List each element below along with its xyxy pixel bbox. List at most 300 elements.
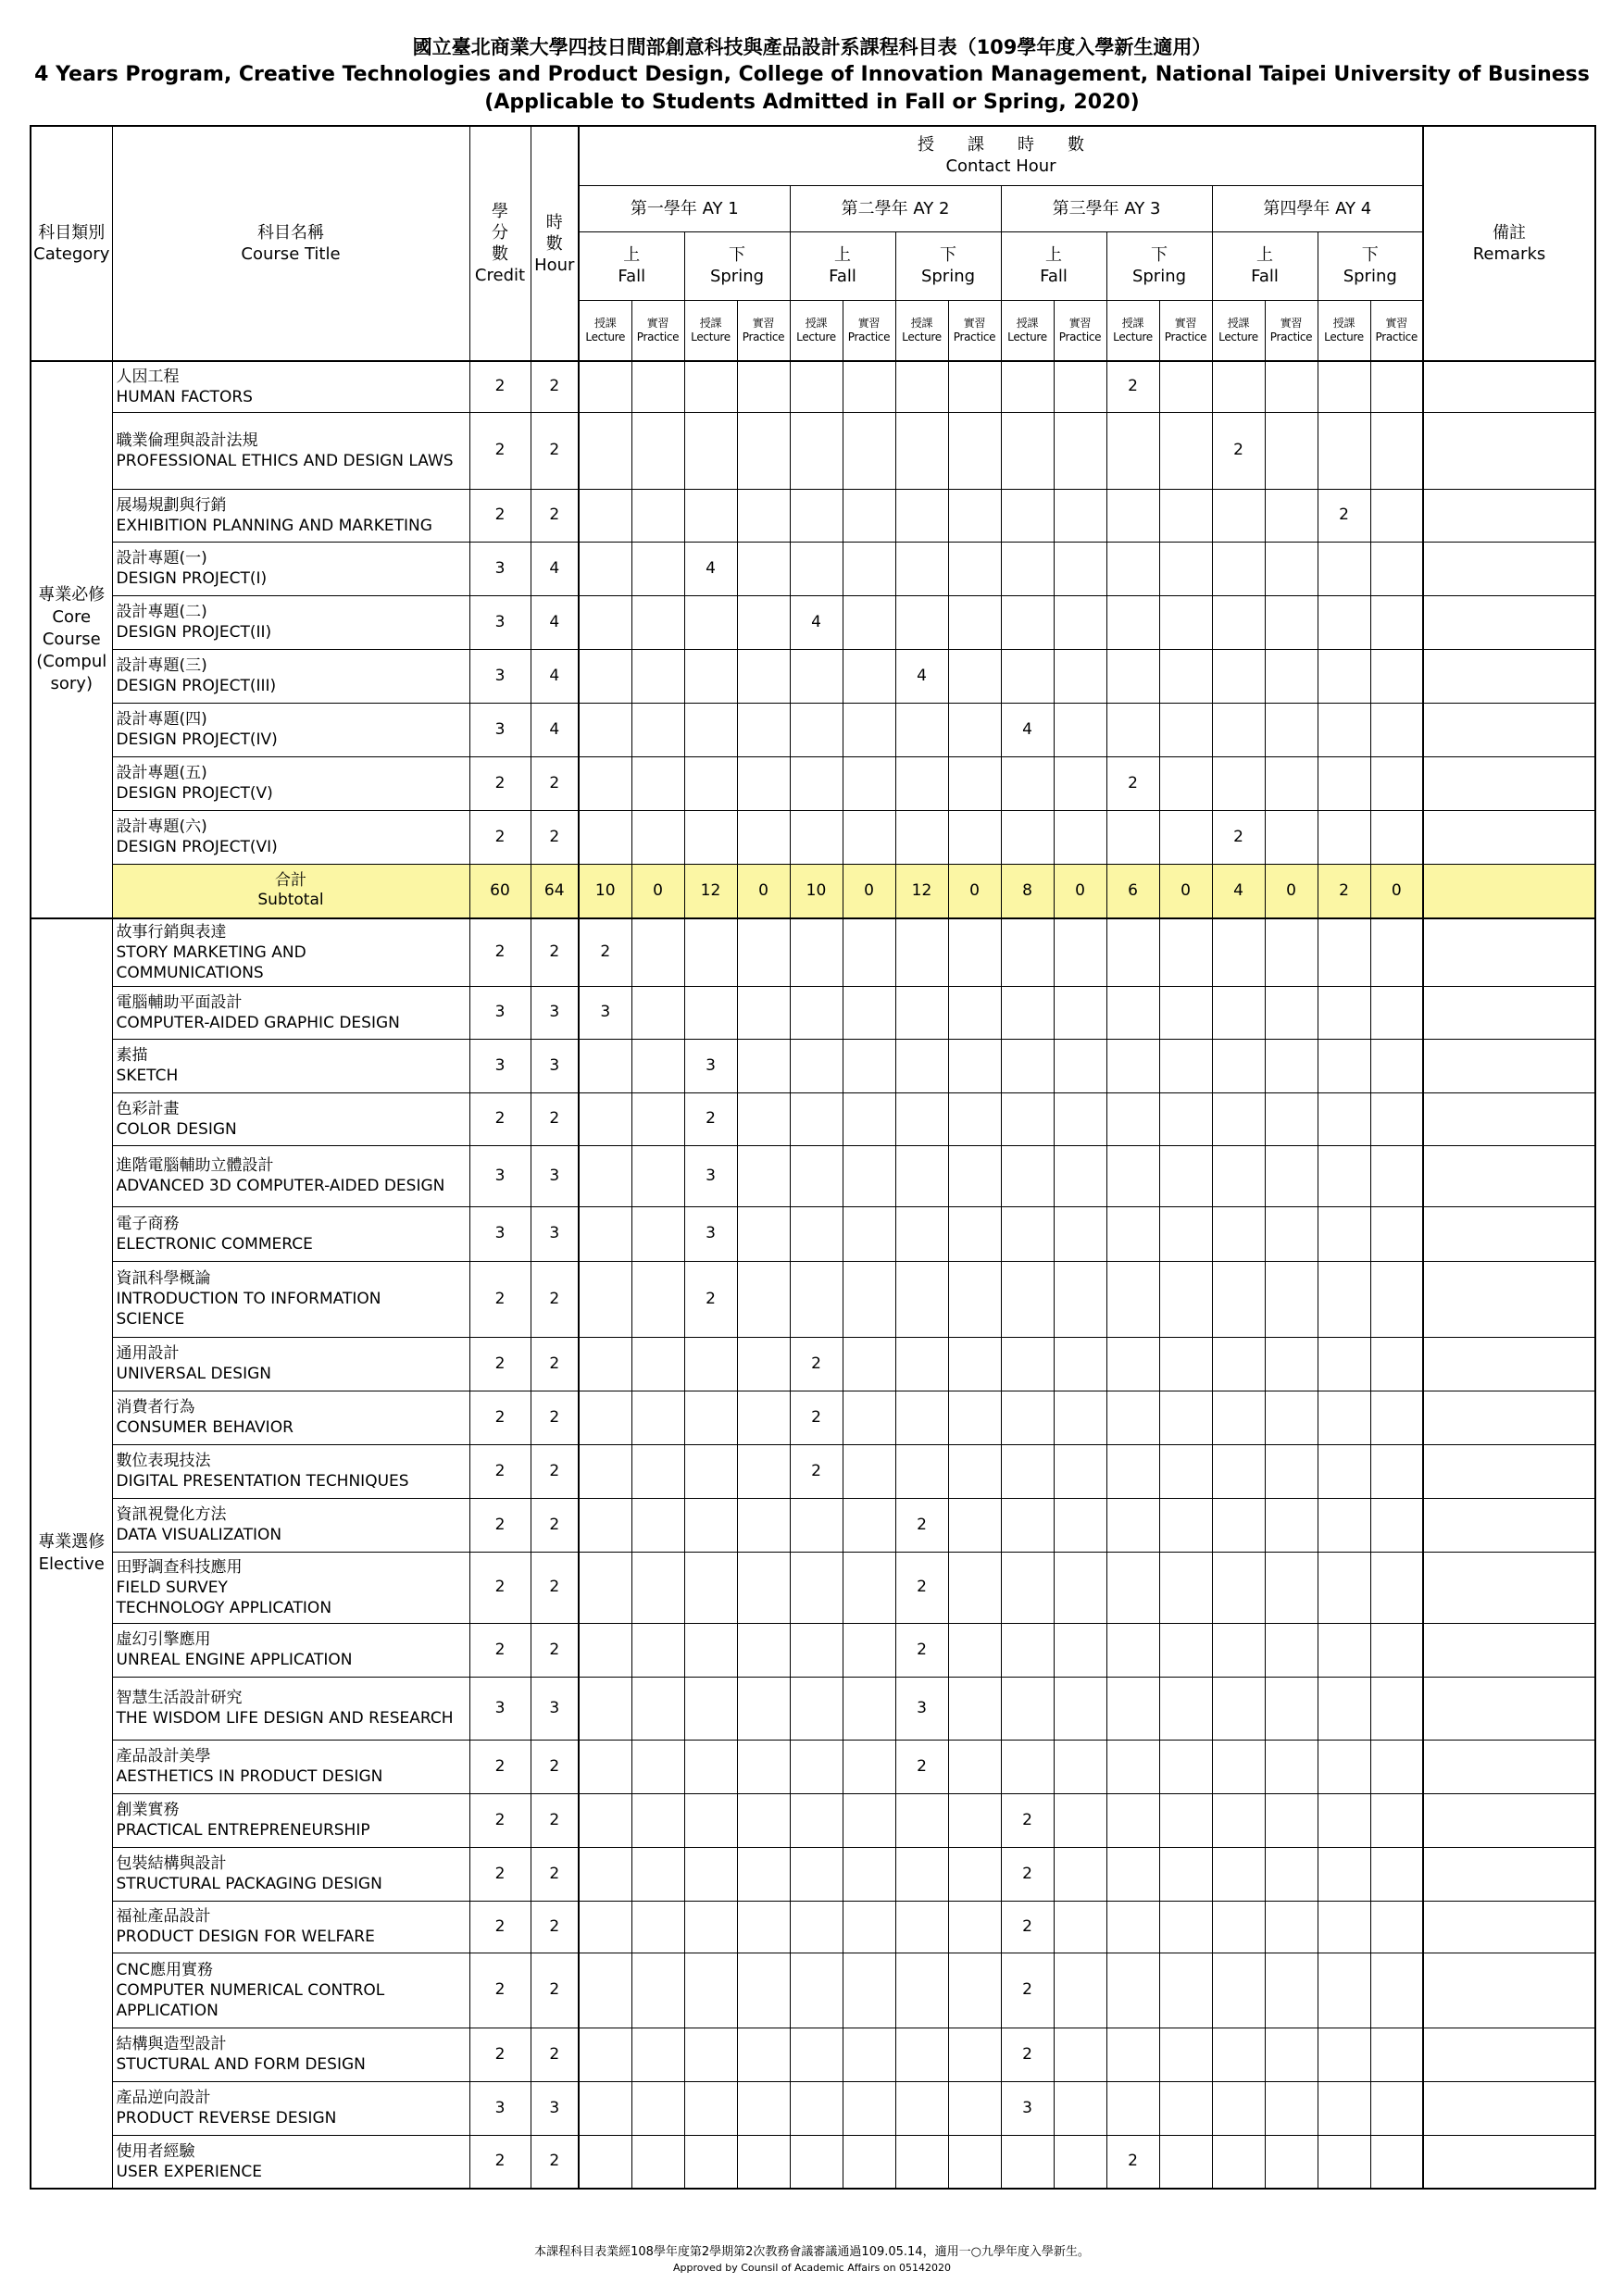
category-label: 專業必修 <box>38 585 106 605</box>
contact-hour-cell: 2 <box>1212 810 1265 864</box>
contact-hour-cell <box>1212 1740 1265 1793</box>
contact-hour-cell <box>948 1337 1001 1391</box>
contact-hour-cell <box>579 1740 631 1793</box>
contact-hour-cell <box>1265 756 1318 810</box>
course-name-en: DESIGN PROJECT(V) <box>116 784 273 803</box>
subtotal-label: 合計 Subtotal <box>112 864 469 918</box>
contact-hour-cell <box>1370 595 1423 649</box>
contact-hour-cell <box>1001 810 1054 864</box>
contact-hour-cell <box>895 542 948 595</box>
subtotal-value: 4 <box>1212 864 1265 918</box>
contact-hour-cell <box>1054 361 1106 412</box>
header-lecture: 授課 Lecture <box>579 300 631 361</box>
contact-hour-cell <box>948 1145 1001 1206</box>
remarks-cell <box>1423 649 1595 703</box>
hour-cell: 2 <box>531 1953 579 2028</box>
header-practice: 實習 Practice <box>1265 300 1318 361</box>
credit-cell: 2 <box>469 1623 531 1677</box>
header-contact-hour: 授 課 時 數 Contact Hour <box>579 126 1423 185</box>
contact-hour-cell <box>948 918 1001 986</box>
course-name-zh: 虛幻引擎應用 <box>116 1630 211 1649</box>
contact-hour-cell <box>1159 1391 1212 1444</box>
contact-hour-cell <box>737 489 790 542</box>
contact-hour-cell <box>895 2081 948 2135</box>
page-footer <box>0 2244 1624 2275</box>
contact-hour-cell <box>895 1337 948 1391</box>
course-title-cell <box>112 1092 469 1145</box>
table-row <box>31 489 1595 542</box>
credit-cell: 2 <box>469 1901 531 1953</box>
hour-cell: 3 <box>531 1677 579 1740</box>
contact-hour-cell <box>737 1498 790 1552</box>
contact-hour-cell: 2 <box>1318 489 1370 542</box>
credit-cell: 3 <box>469 595 531 649</box>
table-row <box>31 1145 1595 1206</box>
contact-hour-cell <box>1318 2028 1370 2081</box>
course-title-cell <box>112 1261 469 1337</box>
hour-cell: 4 <box>531 703 579 756</box>
contact-hour-cell <box>1106 918 1159 986</box>
contact-hour-cell <box>684 649 737 703</box>
contact-hour-cell <box>737 1092 790 1145</box>
contact-hour-cell <box>1054 1623 1106 1677</box>
contact-hour-cell <box>948 1793 1001 1847</box>
contact-hour-cell <box>1318 986 1370 1039</box>
contact-hour-cell <box>579 1901 631 1953</box>
course-title-cell <box>112 986 469 1039</box>
hour-cell: 2 <box>531 756 579 810</box>
contact-hour-cell <box>1054 1677 1106 1740</box>
contact-hour-cell <box>1159 1901 1212 1953</box>
contact-hour-cell <box>1318 1740 1370 1793</box>
remarks-cell <box>1423 1498 1595 1552</box>
course-name-en: COLOR DESIGN <box>116 1119 237 1139</box>
course-name-en: HUMAN FACTORS <box>116 387 253 406</box>
contact-hour-cell <box>579 595 631 649</box>
contact-hour-cell <box>1001 649 1054 703</box>
hour-cell: 2 <box>531 1623 579 1677</box>
course-name-en: STUCTURAL AND FORM DESIGN <box>116 2055 366 2074</box>
contact-hour-cell <box>1212 1623 1265 1677</box>
contact-hour-cell <box>843 2081 895 2135</box>
contact-hour-cell <box>1054 756 1106 810</box>
contact-hour-cell <box>631 1953 684 2028</box>
contact-hour-cell <box>843 1498 895 1552</box>
table-row <box>31 361 1595 412</box>
contact-hour-cell <box>737 1953 790 2028</box>
hour-cell: 3 <box>531 1206 579 1261</box>
credit-cell: 3 <box>469 649 531 703</box>
contact-hour-cell <box>631 361 684 412</box>
contact-hour-cell: 4 <box>684 542 737 595</box>
contact-hour-cell <box>843 756 895 810</box>
subtotal-value: 10 <box>579 864 631 918</box>
contact-hour-cell <box>790 756 843 810</box>
contact-hour-cell <box>1106 1953 1159 2028</box>
contact-hour-cell: 4 <box>1001 703 1054 756</box>
category-label: Course <box>42 630 101 649</box>
table-row <box>31 1092 1595 1145</box>
contact-hour-cell <box>843 1901 895 1953</box>
contact-hour-cell: 2 <box>684 1261 737 1337</box>
contact-hour-cell <box>790 918 843 986</box>
contact-hour-cell <box>631 1261 684 1337</box>
remarks-cell <box>1423 1677 1595 1740</box>
contact-hour-cell <box>948 489 1001 542</box>
contact-hour-cell <box>1370 1145 1423 1206</box>
course-title-cell <box>112 2135 469 2189</box>
contact-hour-cell <box>579 810 631 864</box>
contact-hour-cell <box>579 1145 631 1206</box>
contact-hour-cell <box>1212 649 1265 703</box>
contact-hour-cell: 3 <box>684 1039 737 1092</box>
contact-hour-cell <box>579 756 631 810</box>
contact-hour-cell <box>1318 1145 1370 1206</box>
contact-hour-cell <box>1106 1623 1159 1677</box>
footer-note: 本課程科目表業經108學年度第2學期第2次教務會議審議通過109.05.14，適用一○九學年度入學新生。 <box>534 2245 1090 2259</box>
course-title-cell <box>112 1793 469 1847</box>
contact-hour-cell <box>684 1901 737 1953</box>
contact-hour-cell <box>684 1740 737 1793</box>
course-title-cell <box>112 412 469 489</box>
contact-hour-cell <box>948 2135 1001 2189</box>
contact-hour-cell <box>1212 918 1265 986</box>
contact-hour-cell <box>1318 1039 1370 1092</box>
contact-hour-cell <box>1265 810 1318 864</box>
contact-hour-cell <box>895 1847 948 1901</box>
contact-hour-cell <box>737 2028 790 2081</box>
contact-hour-cell <box>1106 542 1159 595</box>
course-name-zh: 設計專題(五) <box>116 764 207 782</box>
remarks-cell <box>1423 1740 1595 1793</box>
contact-hour-cell <box>631 1039 684 1092</box>
course-name-zh: 結構與造型設計 <box>116 2035 227 2053</box>
contact-hour-cell <box>631 1145 684 1206</box>
contact-hour-cell <box>1370 542 1423 595</box>
hour-cell: 2 <box>531 1337 579 1391</box>
contact-hour-cell <box>1212 542 1265 595</box>
course-title-cell <box>112 1498 469 1552</box>
contact-hour-cell: 2 <box>895 1740 948 1793</box>
contact-hour-cell <box>1370 1847 1423 1901</box>
table-row <box>31 2028 1595 2081</box>
header-spring-ay1: 下 Spring <box>684 231 790 300</box>
contact-hour-cell <box>1370 2028 1423 2081</box>
contact-hour-cell <box>1159 1261 1212 1337</box>
contact-hour-cell <box>1318 918 1370 986</box>
course-name-zh: 職業倫理與設計法規 <box>116 430 258 450</box>
contact-hour-cell <box>1370 1092 1423 1145</box>
contact-hour-cell <box>790 1901 843 1953</box>
contact-hour-cell <box>737 412 790 489</box>
contact-hour-cell <box>631 810 684 864</box>
contact-hour-cell <box>1370 1677 1423 1740</box>
header-practice: 實習 Practice <box>843 300 895 361</box>
course-name-zh: 設計專題(二) <box>116 603 207 621</box>
contact-hour-cell <box>1106 1552 1159 1623</box>
contact-hour-cell <box>948 542 1001 595</box>
contact-hour-cell <box>1318 703 1370 756</box>
course-name-zh: 展場規劃與行銷 <box>116 495 227 515</box>
contact-hour-cell <box>895 986 948 1039</box>
contact-hour-cell <box>737 1623 790 1677</box>
contact-hour-cell <box>790 1793 843 1847</box>
contact-hour-cell <box>1159 1953 1212 2028</box>
contact-hour-cell <box>1370 1039 1423 1092</box>
contact-hour-cell <box>948 361 1001 412</box>
contact-hour-cell <box>895 2028 948 2081</box>
contact-hour-cell <box>737 361 790 412</box>
contact-hour-cell <box>1370 649 1423 703</box>
contact-hour-cell: 2 <box>1001 1901 1054 1953</box>
table-row <box>31 542 1595 595</box>
course-title-cell <box>112 595 469 649</box>
contact-hour-cell <box>631 412 684 489</box>
contact-hour-cell: 4 <box>790 595 843 649</box>
header-practice: 實習 Practice <box>631 300 684 361</box>
contact-hour-cell <box>1159 1740 1212 1793</box>
hour-cell: 2 <box>531 1444 579 1498</box>
hour-cell: 2 <box>531 1793 579 1847</box>
contact-hour-cell <box>895 595 948 649</box>
contact-hour-cell <box>948 1444 1001 1498</box>
credit-cell: 2 <box>469 1793 531 1847</box>
remarks-cell <box>1423 361 1595 412</box>
contact-hour-cell <box>684 1793 737 1847</box>
contact-hour-cell <box>579 1092 631 1145</box>
header-course-title: 科目名稱 Course Title <box>112 126 469 361</box>
contact-hour-cell <box>790 1039 843 1092</box>
category-label: Elective <box>38 1554 105 1574</box>
contact-hour-cell <box>1370 1206 1423 1261</box>
contact-hour-cell <box>1370 1793 1423 1847</box>
contact-hour-cell <box>1265 2028 1318 2081</box>
contact-hour-cell <box>1212 1092 1265 1145</box>
remarks-cell <box>1423 1552 1595 1623</box>
table-row <box>31 1206 1595 1261</box>
contact-hour-cell <box>790 1552 843 1623</box>
contact-hour-cell <box>631 2028 684 2081</box>
header-remarks: 備註 Remarks <box>1423 126 1595 361</box>
contact-hour-cell <box>1212 595 1265 649</box>
contact-hour-cell <box>1054 1261 1106 1337</box>
contact-hour-cell: 2 <box>1106 2135 1159 2189</box>
remarks-cell <box>1423 1337 1595 1391</box>
contact-hour-cell <box>1318 1901 1370 1953</box>
contact-hour-cell <box>684 1444 737 1498</box>
remarks-cell <box>1423 1901 1595 1953</box>
contact-hour-cell <box>1106 986 1159 1039</box>
contact-hour-cell <box>948 1391 1001 1444</box>
contact-hour-cell: 2 <box>1001 1847 1054 1901</box>
course-name-zh: 通用設計 <box>116 1344 180 1363</box>
contact-hour-cell <box>843 595 895 649</box>
course-name-en: PRODUCT DESIGN FOR WELFARE <box>116 1928 375 1946</box>
course-title-cell <box>112 2028 469 2081</box>
contact-hour-cell <box>1159 918 1212 986</box>
contact-hour-cell <box>1318 1623 1370 1677</box>
contact-hour-cell <box>1318 756 1370 810</box>
hour-cell: 3 <box>531 1145 579 1206</box>
subtotal-value: 0 <box>1265 864 1318 918</box>
contact-hour-cell <box>1054 649 1106 703</box>
table-row <box>31 1552 1595 1623</box>
header-lecture: 授課 Lecture <box>1212 300 1265 361</box>
contact-hour-cell <box>631 1552 684 1623</box>
contact-hour-cell <box>1001 2135 1054 2189</box>
contact-hour-cell: 3 <box>684 1206 737 1261</box>
remarks-cell <box>1423 756 1595 810</box>
contact-hour-cell <box>1001 756 1054 810</box>
course-name-en: DESIGN PROJECT(IV) <box>116 730 278 749</box>
header-practice: 實習 Practice <box>1159 300 1212 361</box>
contact-hour-cell <box>843 2135 895 2189</box>
contact-hour-cell <box>1265 1677 1318 1740</box>
subtotal-value: 0 <box>1159 864 1212 918</box>
subtotal-value: 0 <box>1054 864 1106 918</box>
course-name-en: INTRODUCTION TO INFORMATION <box>116 1290 381 1308</box>
course-name-en: UNREAL ENGINE APPLICATION <box>116 1651 353 1669</box>
contact-hour-cell <box>1265 361 1318 412</box>
contact-hour-cell <box>1106 1793 1159 1847</box>
remarks-cell <box>1423 864 1595 918</box>
remarks-cell <box>1423 1391 1595 1444</box>
contact-hour-cell <box>895 1261 948 1337</box>
table-row <box>31 703 1595 756</box>
contact-hour-cell <box>1106 2028 1159 2081</box>
table-row <box>31 412 1595 489</box>
contact-hour-cell <box>948 703 1001 756</box>
contact-hour-cell <box>1318 1092 1370 1145</box>
contact-hour-cell <box>1265 1953 1318 2028</box>
contact-hour-cell <box>1106 1391 1159 1444</box>
remarks-cell <box>1423 810 1595 864</box>
contact-hour-cell <box>790 2028 843 2081</box>
remarks-cell <box>1423 1039 1595 1092</box>
contact-hour-cell <box>1212 1793 1265 1847</box>
credit-cell: 2 <box>469 489 531 542</box>
course-name-zh: 包裝結構與設計 <box>116 1854 227 1873</box>
contact-hour-cell <box>1054 1337 1106 1391</box>
contact-hour-cell <box>1212 756 1265 810</box>
remarks-cell <box>1423 1261 1595 1337</box>
table-row <box>31 1793 1595 1847</box>
contact-hour-cell <box>843 1847 895 1901</box>
course-name-zh: 素描 <box>116 1046 148 1065</box>
course-title-cell <box>112 489 469 542</box>
contact-hour-cell <box>895 2135 948 2189</box>
contact-hour-cell <box>1265 649 1318 703</box>
contact-hour-cell <box>790 489 843 542</box>
course-name-zh: 人因工程 <box>116 367 180 386</box>
course-name-en: COMPUTER NUMERICAL CONTROL <box>116 1980 385 2000</box>
contact-hour-cell <box>1265 1498 1318 1552</box>
contact-hour-cell <box>1265 1145 1318 1206</box>
contact-hour-cell <box>843 1740 895 1793</box>
subtotal-row <box>31 864 1595 918</box>
credit-cell: 2 <box>469 1953 531 2028</box>
contact-hour-cell <box>843 2028 895 2081</box>
category-label: (Compul <box>36 652 107 671</box>
credit-cell: 2 <box>469 2135 531 2189</box>
contact-hour-cell <box>579 1206 631 1261</box>
contact-hour-cell <box>948 1092 1001 1145</box>
contact-hour-cell <box>948 2081 1001 2135</box>
contact-hour-cell <box>631 703 684 756</box>
contact-hour-cell <box>579 1847 631 1901</box>
contact-hour-cell <box>843 1145 895 1206</box>
header-practice: 實習 Practice <box>948 300 1001 361</box>
contact-hour-cell <box>1106 703 1159 756</box>
contact-hour-cell <box>1318 2135 1370 2189</box>
contact-hour-cell <box>1054 918 1106 986</box>
contact-hour-cell <box>579 1444 631 1498</box>
contact-hour-cell <box>631 1847 684 1901</box>
hour-cell: 2 <box>531 810 579 864</box>
contact-hour-cell: 2 <box>895 1623 948 1677</box>
contact-hour-cell <box>948 986 1001 1039</box>
contact-hour-cell <box>737 2081 790 2135</box>
contact-hour-cell <box>790 1623 843 1677</box>
page-header <box>0 33 1624 117</box>
remarks-cell <box>1423 1793 1595 1847</box>
contact-hour-cell <box>1212 1039 1265 1092</box>
header-year-4: 第四學年 AY 4 <box>1212 185 1423 231</box>
course-name-zh: 田野調查科技應用 <box>116 1557 243 1577</box>
table-row <box>31 1261 1595 1337</box>
contact-hour-cell <box>1106 1261 1159 1337</box>
contact-hour-cell <box>790 649 843 703</box>
contact-hour-cell <box>843 1092 895 1145</box>
course-name-zh: 資訊科學概論 <box>116 1269 211 1288</box>
footer-approved: Approved by Counsil of Academic Affairs on 05142020 <box>672 2262 952 2274</box>
contact-hour-cell <box>737 1039 790 1092</box>
hour-cell: 2 <box>531 2135 579 2189</box>
remarks-cell <box>1423 542 1595 595</box>
course-title-cell <box>112 1901 469 1953</box>
contact-hour-cell <box>948 595 1001 649</box>
contact-hour-cell <box>948 1552 1001 1623</box>
contact-hour-cell <box>631 1793 684 1847</box>
contact-hour-cell <box>579 703 631 756</box>
contact-hour-cell <box>684 489 737 542</box>
hour-cell: 2 <box>531 1391 579 1444</box>
contact-hour-cell <box>1318 1337 1370 1391</box>
contact-hour-cell <box>1054 1092 1106 1145</box>
header-practice: 實習 Practice <box>1370 300 1423 361</box>
contact-hour-cell <box>1318 1444 1370 1498</box>
contact-hour-cell <box>1370 1261 1423 1337</box>
category-label: 專業選修 <box>38 1532 106 1552</box>
credit-cell: 2 <box>469 412 531 489</box>
contact-hour-cell <box>843 1552 895 1623</box>
contact-hour-cell <box>631 2135 684 2189</box>
contact-hour-cell <box>737 1337 790 1391</box>
contact-hour-cell <box>737 918 790 986</box>
remarks-cell <box>1423 1092 1595 1145</box>
hour-cell: 2 <box>531 1498 579 1552</box>
contact-hour-cell <box>1001 986 1054 1039</box>
contact-hour-cell: 3 <box>1001 2081 1054 2135</box>
contact-hour-cell <box>1212 1261 1265 1337</box>
contact-hour-cell <box>1001 1498 1054 1552</box>
contact-hour-cell <box>790 361 843 412</box>
contact-hour-cell <box>1106 412 1159 489</box>
contact-hour-cell <box>1054 1498 1106 1552</box>
contact-hour-cell <box>1318 1793 1370 1847</box>
contact-hour-cell <box>1370 2081 1423 2135</box>
contact-hour-cell: 2 <box>579 918 631 986</box>
